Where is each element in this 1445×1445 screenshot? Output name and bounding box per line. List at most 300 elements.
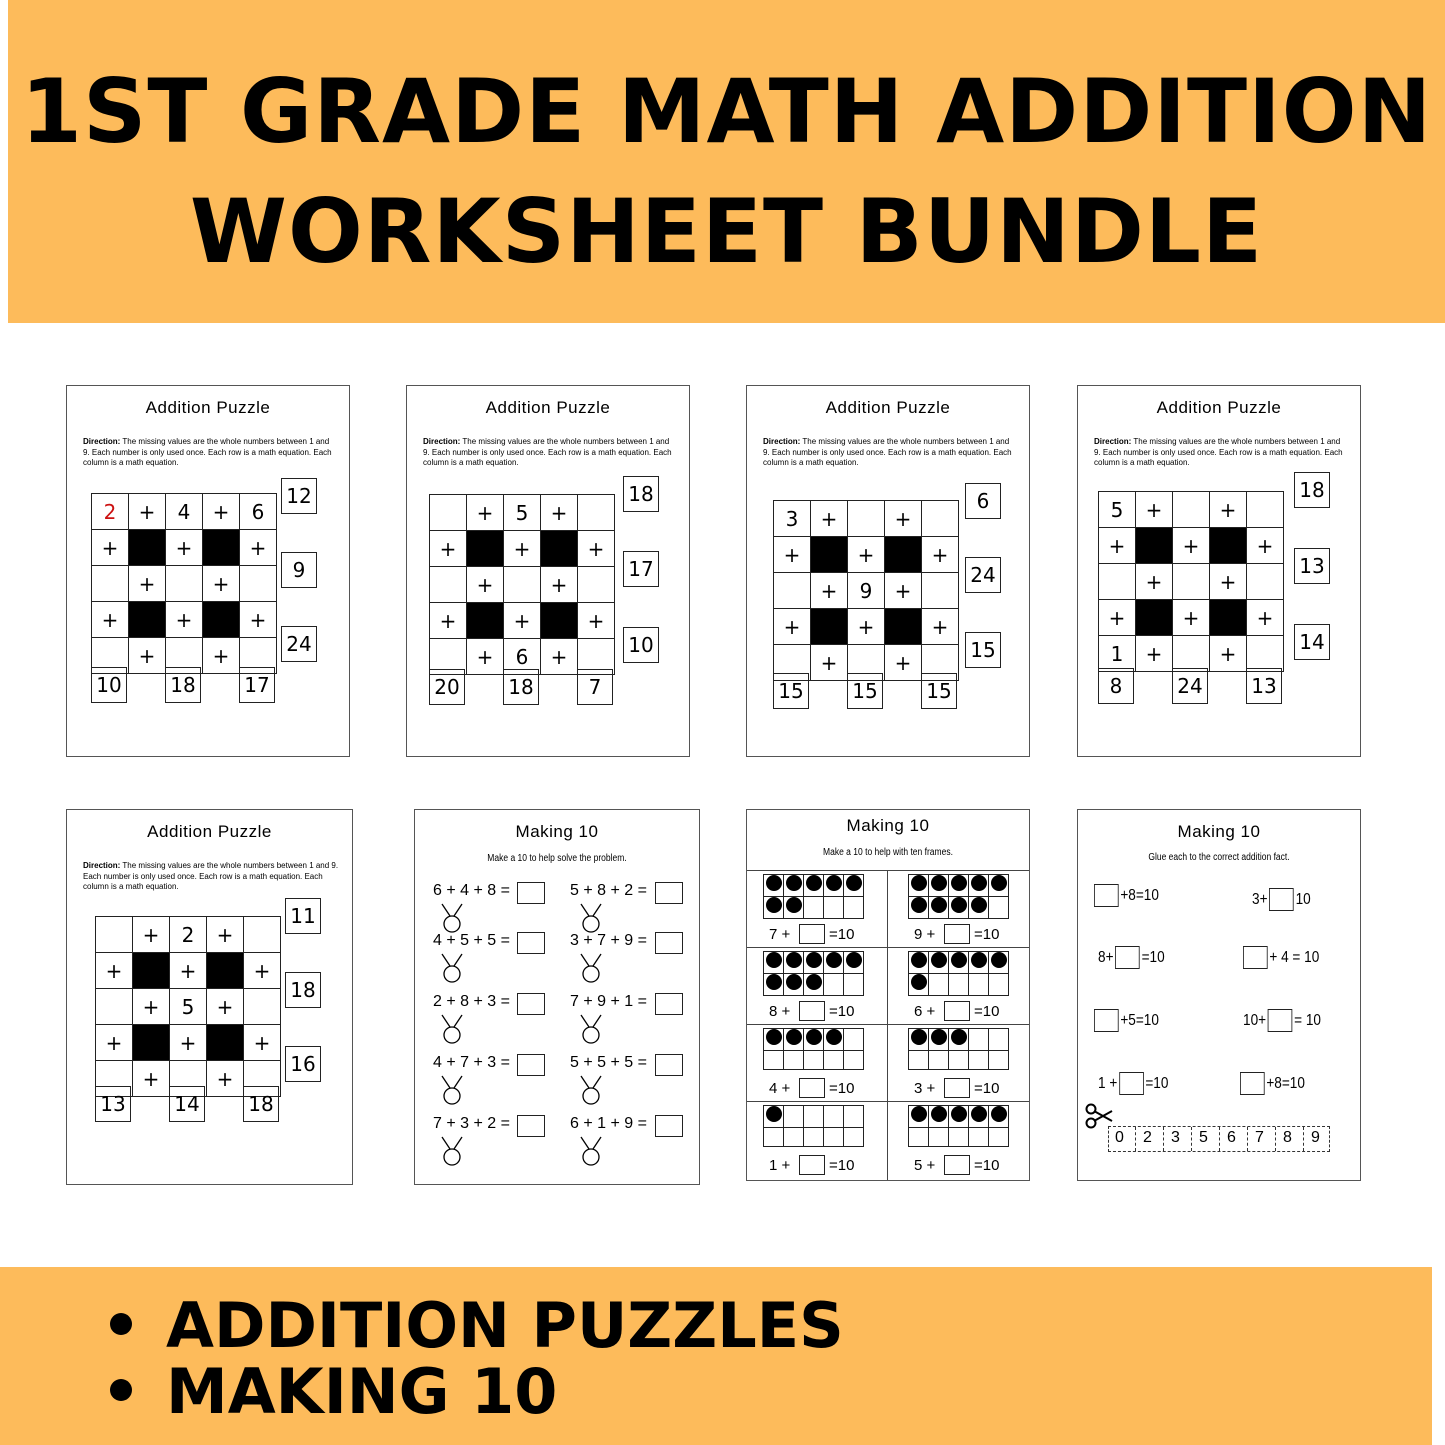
ten-frame-cell xyxy=(764,1029,784,1051)
make-ten-link-icon xyxy=(578,1015,604,1045)
ten-frame-cell xyxy=(764,952,784,974)
ten-frame-cell xyxy=(949,1106,969,1128)
direction-text xyxy=(1094,437,1348,469)
puzzle-grid xyxy=(1098,491,1284,672)
ten-frame-cell xyxy=(969,897,989,919)
puzzle-cell: + xyxy=(133,1061,170,1097)
blocked-cell xyxy=(811,609,848,645)
ten-frame-cell xyxy=(824,1051,844,1070)
answer-box xyxy=(517,1115,545,1137)
ten-frame-cell xyxy=(804,974,824,996)
puzzle-grid xyxy=(773,500,959,681)
puzzle-grid xyxy=(429,494,615,675)
addition-fact xyxy=(1094,1009,1159,1032)
answer-box xyxy=(1119,1072,1144,1095)
puzzle-cell: + xyxy=(504,603,541,639)
puzzle-cell: + xyxy=(922,609,959,645)
answer-box xyxy=(799,1155,825,1175)
frame-equation-result: =10 xyxy=(974,1157,1000,1174)
fact-suffix: +8=10 xyxy=(1120,886,1159,904)
make-ten-link-icon xyxy=(439,1076,465,1106)
counter-dot-icon xyxy=(971,897,987,913)
direction-body: The missing values are the whole numbers between 1 and 9. Each number is only used once. Each row is a math equation. Each column is a math equation. xyxy=(423,437,672,467)
make-ten-link-icon xyxy=(578,1137,604,1167)
ten-frame-cell xyxy=(989,1029,1009,1051)
ten-frame-cell xyxy=(844,1106,864,1128)
cutout-number: 6 xyxy=(1227,1129,1236,1146)
puzzle-row xyxy=(96,989,281,1025)
answer-box xyxy=(655,882,683,904)
blocked-cell xyxy=(203,530,240,566)
answer-cell xyxy=(96,917,133,953)
ten-frame-cell xyxy=(989,952,1009,974)
ten-frame-row xyxy=(909,1128,1009,1147)
ten-frame-cell xyxy=(949,952,969,974)
ten-frame-cell xyxy=(929,1029,949,1051)
ten-frame-cell xyxy=(824,1029,844,1051)
making-10-sheet-c xyxy=(1077,809,1361,1181)
column-sum-box: 7 xyxy=(577,669,613,705)
ten-frame-row xyxy=(909,1106,1009,1128)
row-sum-box: 14 xyxy=(1294,624,1330,660)
direction-label: Direction: xyxy=(1094,437,1132,446)
ten-frame-cell xyxy=(929,1051,949,1070)
puzzle-row xyxy=(1099,492,1284,528)
answer-box xyxy=(799,1001,825,1021)
row-sum-box: 18 xyxy=(1294,472,1330,508)
puzzle-cell: + xyxy=(133,989,170,1025)
puzzle-cell: + xyxy=(1173,600,1210,636)
column-sum-box: 20 xyxy=(429,669,465,705)
direction-body: The missing values are the whole numbers between 1 and 9. Each number is only used once. Each row is a math equation. Each column is a math equation. xyxy=(83,437,332,467)
counter-dot-icon xyxy=(806,1029,822,1045)
answer-cell xyxy=(1173,636,1210,672)
column-sum-box: 13 xyxy=(95,1086,131,1122)
row-sum-box: 12 xyxy=(281,478,317,514)
ten-frame-row xyxy=(909,1051,1009,1070)
puzzle-cell: + xyxy=(774,537,811,573)
column-sum-box: 14 xyxy=(169,1086,205,1122)
ten-frame-cell xyxy=(929,1128,949,1147)
blocked-cell xyxy=(811,537,848,573)
ten-frame-row xyxy=(764,1128,864,1147)
puzzle-cell: + xyxy=(244,953,281,989)
direction-label: Direction: xyxy=(763,437,801,446)
frame-equation-label: 3 + xyxy=(914,1080,936,1097)
puzzle-cell: + xyxy=(1099,600,1136,636)
answer-box xyxy=(1115,946,1140,969)
puzzle-cell: + xyxy=(1247,528,1284,564)
equation-text: 2 + 8 + 3 = xyxy=(433,993,510,1010)
addition-fact xyxy=(1252,888,1311,911)
puzzle-cell: + xyxy=(467,567,504,603)
counter-dot-icon xyxy=(786,1029,802,1045)
equation-text: 7 + 9 + 1 = xyxy=(570,993,647,1010)
page-title-line-2: WORKSHEET BUNDLE xyxy=(189,180,1264,283)
ten-frame-cell xyxy=(969,974,989,996)
puzzle-cell: + xyxy=(541,639,578,675)
ten-frame-cell xyxy=(969,1106,989,1128)
ten-frame-cell xyxy=(804,1029,824,1051)
answer-box xyxy=(944,1155,970,1175)
puzzle-cell: + xyxy=(170,953,207,989)
frame-equation-result: =10 xyxy=(829,1003,855,1020)
counter-dot-icon xyxy=(786,875,802,891)
frame-equation-label: 6 + xyxy=(914,1003,936,1020)
puzzle-cell: + xyxy=(1136,564,1173,600)
puzzle-row xyxy=(774,537,959,573)
counter-dot-icon xyxy=(991,875,1007,891)
puzzle-cell: 5 xyxy=(1099,492,1136,528)
equation-text: 4 + 5 + 5 = xyxy=(433,932,510,949)
answer-box xyxy=(944,1001,970,1021)
blocked-cell xyxy=(203,602,240,638)
counter-dot-icon xyxy=(806,952,822,968)
ten-frame xyxy=(908,1105,1009,1147)
fact-suffix: =10 xyxy=(1145,1074,1169,1092)
puzzle-row xyxy=(430,495,615,531)
puzzle-grid xyxy=(91,493,277,674)
answer-box xyxy=(655,932,683,954)
equation-text: 5 + 8 + 2 = xyxy=(570,882,647,899)
puzzle-cell: + xyxy=(578,603,615,639)
ten-frame-cell xyxy=(784,1106,804,1128)
puzzle-cell: 5 xyxy=(170,989,207,1025)
make-ten-link-icon xyxy=(578,904,604,934)
ten-frame-cell xyxy=(989,875,1009,897)
puzzle-cell: + xyxy=(848,537,885,573)
answer-cell xyxy=(430,567,467,603)
answer-box xyxy=(517,993,545,1015)
blocked-cell xyxy=(541,531,578,567)
ten-frame-cell xyxy=(784,897,804,919)
sheet-subtitle: Make a 10 to help solve the problem. xyxy=(487,853,627,864)
puzzle-cell: + xyxy=(430,531,467,567)
answer-cell xyxy=(922,573,959,609)
answer-cell xyxy=(848,501,885,537)
ten-frame-cell xyxy=(764,1106,784,1128)
fact-prefix: 10+ xyxy=(1243,1011,1267,1029)
ten-frame-cell xyxy=(989,974,1009,996)
divider xyxy=(747,1101,1029,1102)
bullet-label: ADDITION PUZZLES xyxy=(166,1289,844,1362)
make-ten-link-icon xyxy=(439,904,465,934)
puzzle-cell: + xyxy=(848,609,885,645)
puzzle-row xyxy=(96,1025,281,1061)
answer-cell xyxy=(430,495,467,531)
frame-equation-label: 9 + xyxy=(914,926,936,943)
answer-cell xyxy=(1247,564,1284,600)
direction-text xyxy=(83,437,337,469)
row-sum-box: 18 xyxy=(623,476,659,512)
counter-dot-icon xyxy=(911,897,927,913)
divider xyxy=(747,1024,1029,1025)
frame-equation-result: =10 xyxy=(829,926,855,943)
answer-box xyxy=(1094,884,1119,907)
counter-dot-icon xyxy=(826,875,842,891)
sheet-title: Making 10 xyxy=(846,816,930,835)
answer-box xyxy=(1094,1009,1119,1032)
blocked-cell xyxy=(129,602,166,638)
puzzle-cell: 9 xyxy=(848,573,885,609)
counter-dot-icon xyxy=(826,1029,842,1045)
ten-frame-cell xyxy=(949,1051,969,1070)
answer-box xyxy=(655,1054,683,1076)
ten-frame-cell xyxy=(909,1106,929,1128)
counter-dot-icon xyxy=(766,875,782,891)
ten-frame-cell xyxy=(969,1051,989,1070)
addition-puzzle-sheet xyxy=(66,809,353,1185)
ten-frame xyxy=(908,1028,1009,1070)
column-sum-box: 15 xyxy=(847,673,883,709)
frame-equation-label: 1 + xyxy=(769,1157,791,1174)
ten-frame-cell xyxy=(929,974,949,996)
ten-frame-row xyxy=(909,1029,1009,1051)
frame-equation-label: 5 + xyxy=(914,1157,936,1174)
counter-dot-icon xyxy=(971,1106,987,1122)
column-sum-box: 15 xyxy=(773,673,809,709)
blocked-cell xyxy=(1210,528,1247,564)
counter-dot-icon xyxy=(846,952,862,968)
ten-frame xyxy=(908,874,1009,919)
puzzle-row xyxy=(92,494,277,530)
make-ten-link-icon xyxy=(578,954,604,984)
fact-prefix: 1 + xyxy=(1098,1074,1118,1092)
counter-dot-icon xyxy=(911,974,927,990)
ten-frame-cell xyxy=(804,1051,824,1070)
puzzle-cell: + xyxy=(430,603,467,639)
counter-dot-icon xyxy=(931,897,947,913)
header-banner xyxy=(8,0,1445,323)
ten-frame-cell xyxy=(969,1029,989,1051)
row-sum-box: 16 xyxy=(285,1046,321,1082)
answer-box xyxy=(944,924,970,944)
blocked-cell xyxy=(129,530,166,566)
fact-suffix: =10 xyxy=(1141,948,1165,966)
ten-frame-cell xyxy=(844,1029,864,1051)
ten-frame-cell xyxy=(949,897,969,919)
puzzle-row xyxy=(1099,636,1284,672)
ten-frame-cell xyxy=(844,1051,864,1070)
counter-dot-icon xyxy=(786,974,802,990)
puzzle-cell: + xyxy=(1210,564,1247,600)
ten-frame-cell xyxy=(824,875,844,897)
puzzle-cell: + xyxy=(96,953,133,989)
ten-frame-cell xyxy=(929,875,949,897)
cut-line xyxy=(1303,1127,1304,1151)
ten-frame-cell xyxy=(844,974,864,996)
blocked-cell xyxy=(885,609,922,645)
direction-text xyxy=(763,437,1017,469)
ten-frame-cell xyxy=(824,974,844,996)
answer-box xyxy=(799,1078,825,1098)
puzzle-cell: + xyxy=(811,573,848,609)
page-title-line-1: 1ST GRADE MATH ADDITION xyxy=(20,60,1433,163)
counter-dot-icon xyxy=(971,875,987,891)
addition-puzzle-sheet xyxy=(746,385,1030,757)
column-sum-box: 17 xyxy=(239,667,275,703)
ten-frame-cell xyxy=(804,875,824,897)
puzzle-row xyxy=(430,603,615,639)
sheet-subtitle: Make a 10 to help with ten frames. xyxy=(823,847,953,858)
direction-label: Direction: xyxy=(83,861,121,870)
cut-line xyxy=(1275,1127,1276,1151)
sheet-title: Addition Puzzle xyxy=(1156,398,1282,417)
puzzle-cell: + xyxy=(1247,600,1284,636)
equation-text: 5 + 5 + 5 = xyxy=(570,1054,647,1071)
addition-fact xyxy=(1240,1072,1305,1095)
cut-line xyxy=(1219,1127,1220,1151)
cut-line xyxy=(1163,1127,1164,1151)
counter-dot-icon xyxy=(951,875,967,891)
ten-frame xyxy=(763,951,864,996)
counter-dot-icon xyxy=(826,952,842,968)
puzzle-cell: + xyxy=(203,494,240,530)
cutout-number-strip xyxy=(1108,1126,1330,1152)
blocked-cell xyxy=(133,1025,170,1061)
ten-frame xyxy=(908,951,1009,996)
answer-box xyxy=(655,993,683,1015)
puzzle-row xyxy=(92,602,277,638)
puzzle-row xyxy=(92,566,277,602)
ten-frame-row xyxy=(764,952,864,974)
counter-dot-icon xyxy=(911,1029,927,1045)
fact-suffix: = 10 xyxy=(1294,1011,1321,1029)
puzzle-cell: + xyxy=(96,1025,133,1061)
ten-frame-row xyxy=(764,974,864,996)
ten-frame-cell xyxy=(784,1029,804,1051)
puzzle-cell: + xyxy=(885,645,922,681)
puzzle-grid xyxy=(95,916,281,1097)
cutout-number: 7 xyxy=(1255,1129,1264,1146)
answer-cell xyxy=(1099,564,1136,600)
puzzle-cell: + xyxy=(170,1025,207,1061)
sheet-title: Making 10 xyxy=(515,822,599,841)
sheet-title: Addition Puzzle xyxy=(825,398,951,417)
answer-box xyxy=(517,882,545,904)
counter-dot-icon xyxy=(951,1029,967,1045)
row-sum-box: 10 xyxy=(623,627,659,663)
puzzle-cell: + xyxy=(207,989,244,1025)
answer-cell xyxy=(774,573,811,609)
column-sum-box: 18 xyxy=(503,669,539,705)
answer-cell xyxy=(240,566,277,602)
bullet-label: MAKING 10 xyxy=(166,1355,558,1428)
puzzle-cell: 1 xyxy=(1099,636,1136,672)
puzzle-cell: + xyxy=(92,602,129,638)
frame-equation-result: =10 xyxy=(829,1080,855,1097)
puzzle-cell: + xyxy=(467,639,504,675)
blocked-cell xyxy=(1136,528,1173,564)
sheet-title: Addition Puzzle xyxy=(147,822,272,841)
puzzle-row xyxy=(774,609,959,645)
puzzle-cell: + xyxy=(133,917,170,953)
ten-frame-cell xyxy=(784,952,804,974)
direction-body: The missing values are the whole numbers between 1 and 9. Each number is only used once. Each row is a math equation. Each column is a math equation. xyxy=(763,437,1012,467)
puzzle-cell: + xyxy=(203,638,240,674)
answer-cell xyxy=(96,989,133,1025)
addition-fact xyxy=(1094,884,1159,907)
ten-frame xyxy=(763,1105,864,1147)
puzzle-cell: + xyxy=(207,1061,244,1097)
puzzle-cell: 5 xyxy=(504,495,541,531)
puzzle-cell: + xyxy=(166,602,203,638)
blocked-cell xyxy=(207,953,244,989)
column-sum-box: 18 xyxy=(165,667,201,703)
cutout-number: 9 xyxy=(1311,1129,1320,1146)
counter-dot-icon xyxy=(786,897,802,913)
row-sum-box: 24 xyxy=(965,557,1001,593)
puzzle-cell: + xyxy=(207,917,244,953)
puzzle-cell: 2 xyxy=(92,494,129,530)
ten-frame-cell xyxy=(909,974,929,996)
answer-cell xyxy=(1173,564,1210,600)
answer-cell xyxy=(1173,492,1210,528)
ten-frame-cell xyxy=(844,1128,864,1147)
fact-suffix: + 4 = 10 xyxy=(1269,948,1320,966)
puzzle-cell: + xyxy=(129,494,166,530)
answer-cell xyxy=(578,495,615,531)
blocked-cell xyxy=(133,953,170,989)
ten-frame-row xyxy=(909,974,1009,996)
row-sum-box: 9 xyxy=(281,552,317,588)
counter-dot-icon xyxy=(951,952,967,968)
direction-text xyxy=(423,437,677,469)
puzzle-cell: + xyxy=(885,501,922,537)
bullet-icon xyxy=(110,1379,132,1401)
direction-text xyxy=(83,861,340,893)
ten-frame-cell xyxy=(969,952,989,974)
puzzle-cell: + xyxy=(92,530,129,566)
direction-body: The missing values are the whole numbers between 1 and 9. Each number is only used once. Each row is a math equation. Each column is a math equation. xyxy=(1094,437,1343,467)
frame-equation-result: =10 xyxy=(974,1080,1000,1097)
cut-line xyxy=(1191,1127,1192,1151)
cutout-number: 0 xyxy=(1115,1129,1124,1146)
bullet-item-addition-puzzles xyxy=(110,1289,844,1362)
ten-frame-cell xyxy=(844,875,864,897)
ten-frame-cell xyxy=(784,875,804,897)
make-ten-link-icon xyxy=(439,1015,465,1045)
ten-frame-cell xyxy=(909,1051,929,1070)
puzzle-cell: + xyxy=(541,567,578,603)
ten-frame-cell xyxy=(909,952,929,974)
answer-box xyxy=(1240,1072,1265,1095)
ten-frame-cell xyxy=(844,952,864,974)
counter-dot-icon xyxy=(766,897,782,913)
counter-dot-icon xyxy=(806,974,822,990)
column-sum-box: 13 xyxy=(1246,668,1282,704)
counter-dot-icon xyxy=(931,1106,947,1122)
equation-text: 7 + 3 + 2 = xyxy=(433,1115,510,1132)
making-10-sheet-a xyxy=(414,809,700,1185)
bullet-icon xyxy=(110,1313,132,1335)
fact-suffix: +8=10 xyxy=(1266,1074,1305,1092)
making-10-sheet-b xyxy=(746,809,1030,1181)
ten-frame-cell xyxy=(949,1029,969,1051)
make-ten-link-icon xyxy=(578,1076,604,1106)
frame-equation-label: 4 + xyxy=(769,1080,791,1097)
frame-equation-label: 8 + xyxy=(769,1003,791,1020)
puzzle-row xyxy=(430,567,615,603)
ten-frame-row xyxy=(764,1029,864,1051)
answer-cell xyxy=(578,567,615,603)
counter-dot-icon xyxy=(911,1106,927,1122)
ten-frame-cell xyxy=(764,897,784,919)
ten-frame-cell xyxy=(989,1128,1009,1147)
answer-cell xyxy=(922,501,959,537)
addition-fact xyxy=(1243,1009,1321,1032)
puzzle-cell: + xyxy=(885,573,922,609)
